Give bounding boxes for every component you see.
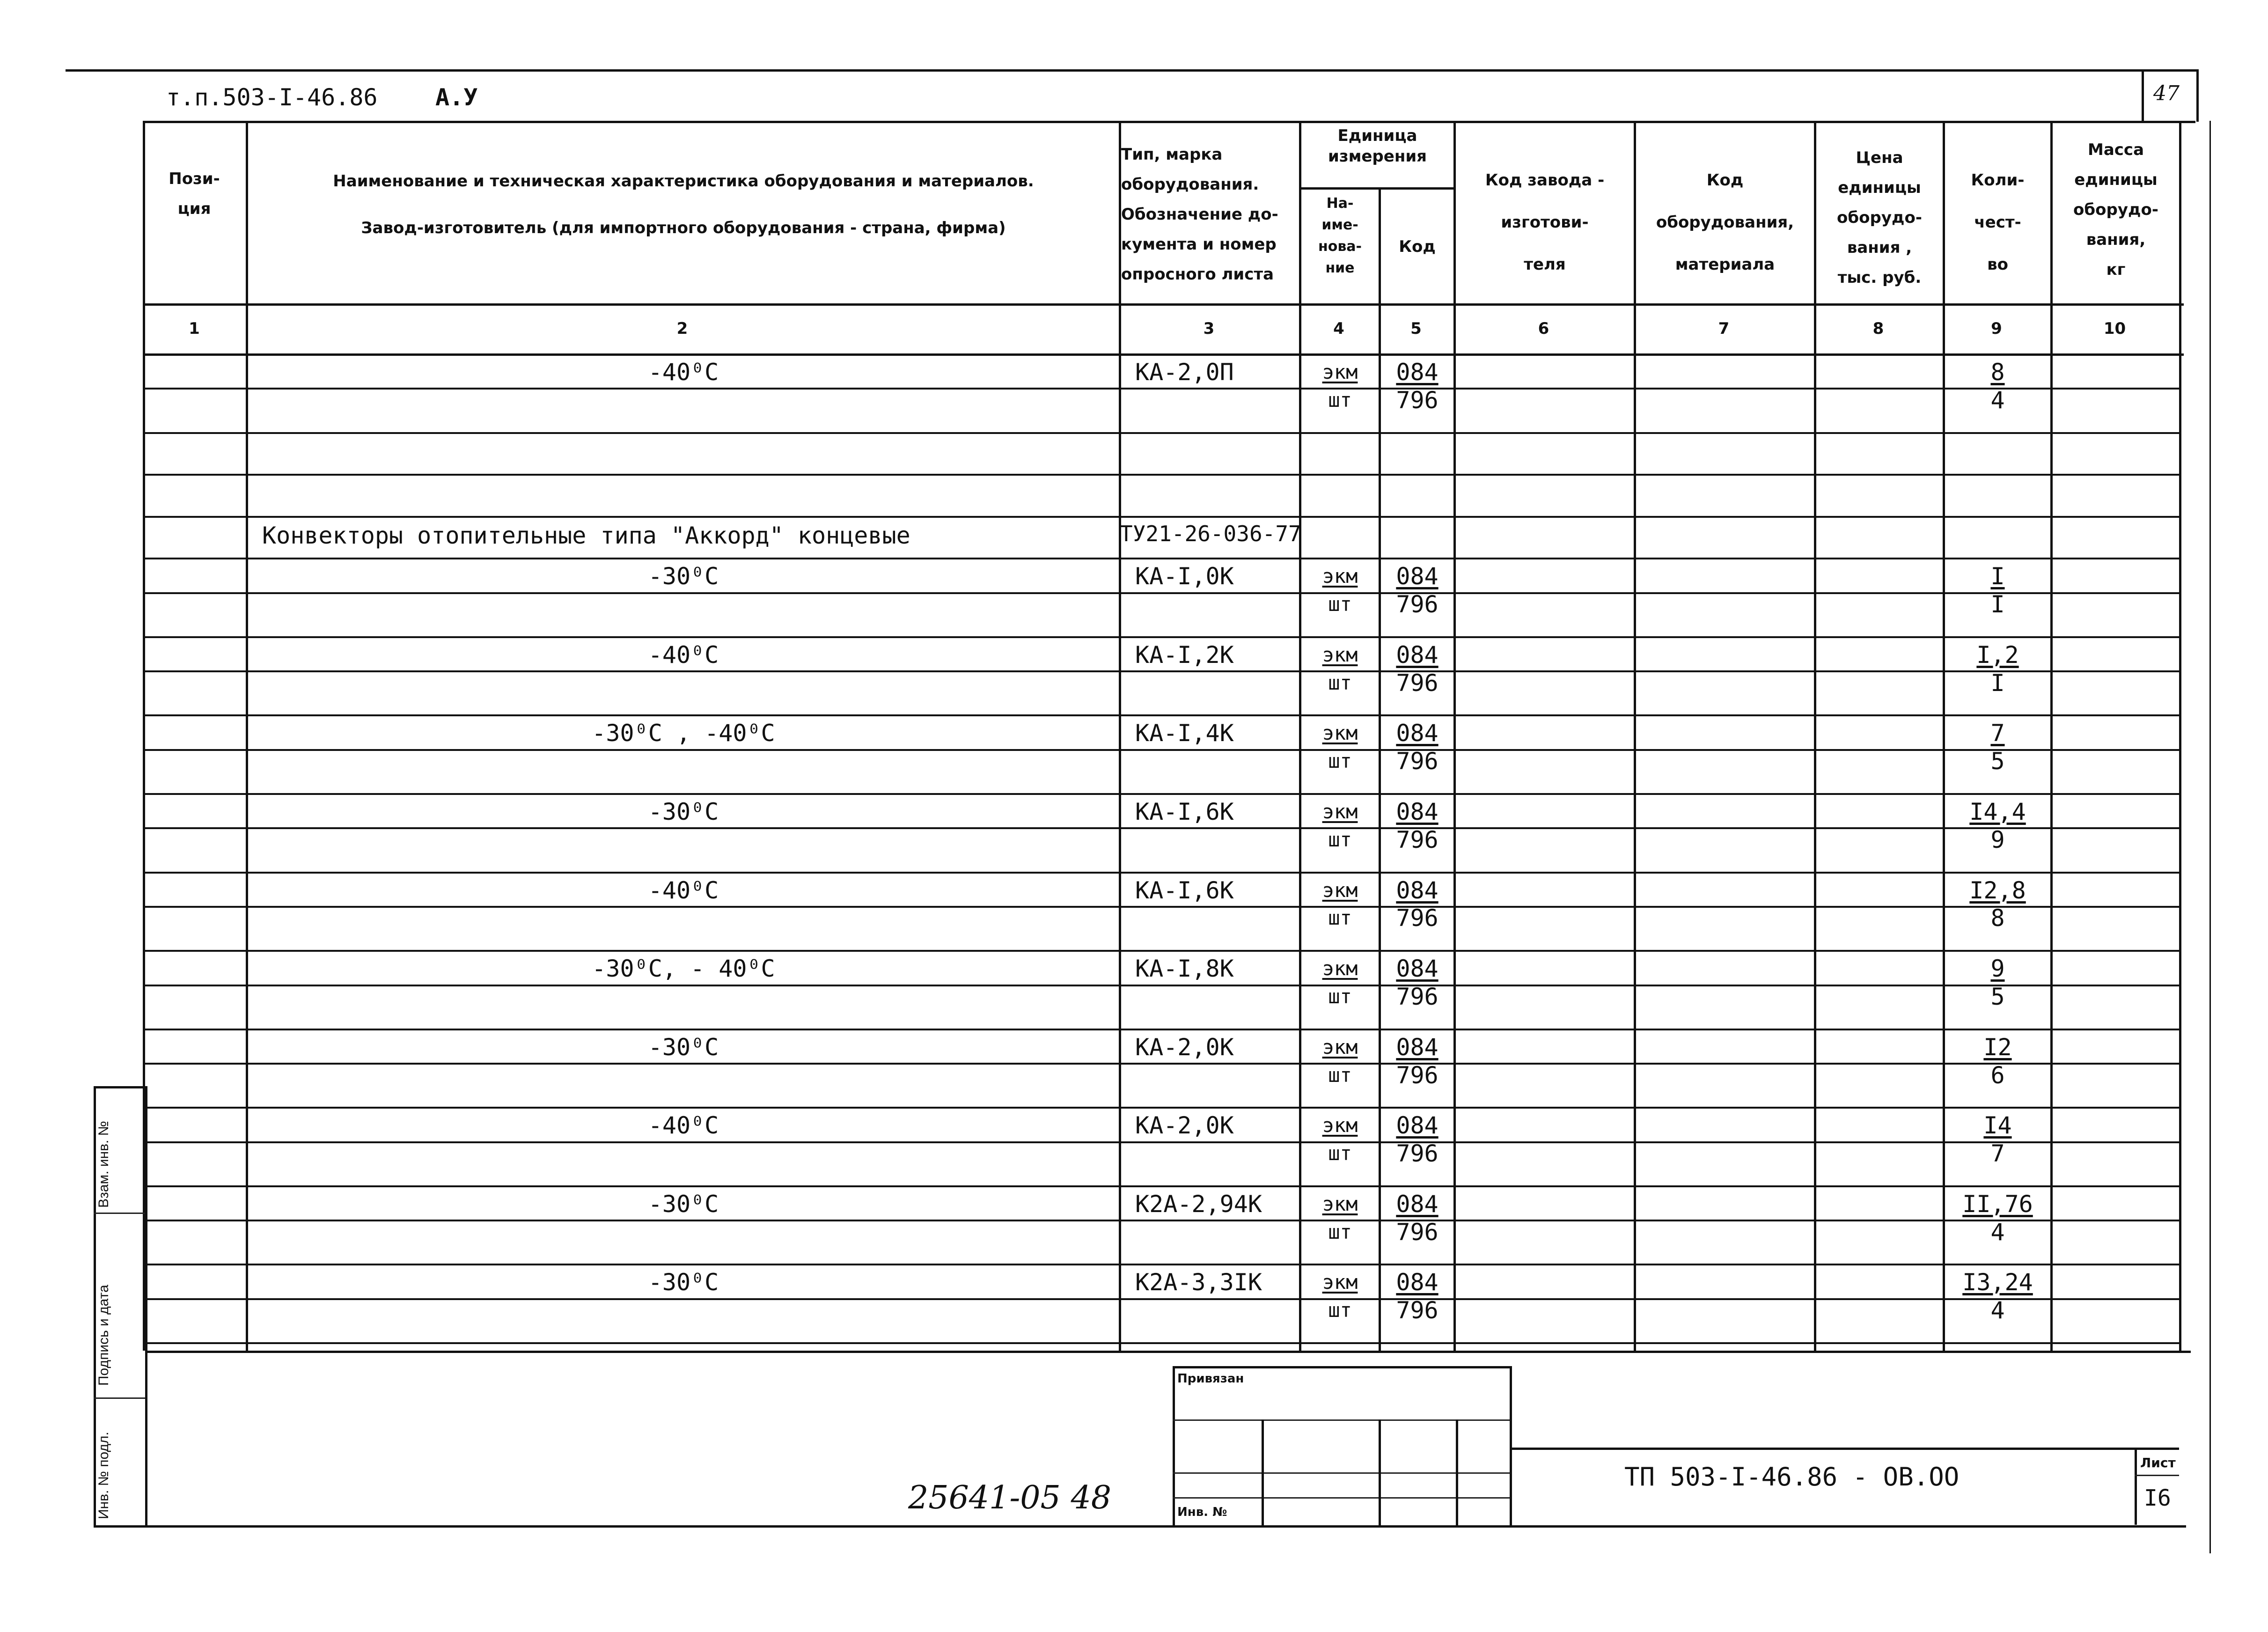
item-name: -30⁰С , -40⁰С (592, 720, 775, 747)
item-type: КА-I,2К (1135, 641, 1234, 669)
item-name: -30⁰С (648, 563, 719, 590)
unit-name-top: экм (1322, 721, 1358, 744)
row-divider (143, 1107, 2181, 1109)
row-divider (143, 872, 2181, 874)
col-number: 8 (1872, 319, 1884, 338)
header-name-line1: Наименование и техническая характеристика оборудования и материалов. (333, 172, 1034, 191)
quantity-bottom: 6 (1990, 1062, 2005, 1089)
item-name: -40⁰С (648, 359, 719, 386)
unit-name-bottom: шт (1328, 671, 1352, 694)
quantity-top: 9 (1990, 955, 2005, 982)
row-divider (143, 388, 2181, 390)
unit-code-top: 084 (1396, 1112, 1439, 1139)
unit-code-bottom: 796 (1396, 1140, 1439, 1167)
unit-name-bottom: шт (1328, 906, 1352, 929)
quantity-top: I2 (1983, 1034, 2012, 1061)
quantity-bottom: 7 (1990, 1140, 2005, 1167)
row-divider (143, 432, 2181, 434)
stamp-title: Привязан (1177, 1372, 1244, 1386)
unit-name-bottom: шт (1328, 828, 1352, 851)
header-quantity: Коли- чест- во (1971, 171, 2025, 274)
quantity-top: I2,8 (1969, 877, 2026, 904)
row-divider (143, 1342, 2181, 1344)
quantity-bottom: 9 (1990, 826, 2005, 853)
row-divider (143, 670, 2181, 672)
quantity-top: I,2 (1976, 641, 2019, 669)
item-type: КА-I,4К (1135, 720, 1234, 747)
unit-code-top: 084 (1396, 359, 1439, 386)
row-divider (143, 636, 2181, 638)
header-type: Тип, марка оборудования. Обозначение до- кумента и номер опросного листа (1121, 145, 1278, 284)
quantity-top: II,76 (1962, 1191, 2033, 1218)
doc-code: т.п.503-I-46.86 (166, 84, 378, 111)
header-unit: Единица измерения (1328, 126, 1427, 166)
header-name-line2: Завод-изготовитель (для импортного оборудования - страна, фирма) (361, 219, 1006, 237)
col-number: 4 (1333, 319, 1344, 338)
quantity-top: I4,4 (1969, 798, 2026, 825)
row-divider (143, 1264, 2181, 1265)
row-divider (143, 985, 2181, 986)
row-divider (143, 749, 2181, 751)
page-number: 47 (2153, 81, 2180, 105)
quantity-top: 7 (1990, 720, 2005, 747)
unit-name-bottom: шт (1328, 1142, 1352, 1165)
row-divider (143, 1185, 2181, 1187)
side-stamp-vzam: Взам. инв. № (96, 1121, 111, 1208)
item-type: К2А-3,3IК (1135, 1269, 1262, 1296)
row-divider (143, 516, 2181, 518)
unit-name-top: экм (1322, 565, 1358, 588)
unit-name-top: экм (1322, 360, 1358, 383)
row-divider (143, 827, 2181, 829)
quantity-bottom: 4 (1990, 1219, 2005, 1246)
unit-name-bottom: шт (1328, 1064, 1352, 1087)
col-number: 6 (1538, 319, 1549, 338)
header-unit-name: На- име- нова- ние (1318, 195, 1362, 276)
item-type: КА-I,6К (1135, 877, 1234, 904)
unit-name-top: экм (1322, 1036, 1358, 1059)
header-maker-code: Код завода - изготови- теля (1485, 171, 1605, 274)
heading-type: ТУ21-26-036-77 (1120, 521, 1301, 546)
item-name: -30⁰С (648, 1191, 719, 1218)
unit-name-top: экм (1322, 800, 1358, 823)
doc-designation: ТП 503-I-46.86 - ОВ.ОО (1624, 1462, 1960, 1492)
col-number: 10 (2103, 319, 2126, 338)
unit-code-bottom: 796 (1396, 983, 1439, 1010)
item-name: -40⁰С (648, 877, 719, 904)
unit-name-top: экм (1322, 1192, 1358, 1215)
row-divider (143, 1141, 2181, 1143)
unit-code-top: 084 (1396, 563, 1439, 590)
item-type: КА-2,0К (1135, 1112, 1234, 1139)
col-number: 5 (1410, 319, 1422, 338)
item-name: -40⁰С (648, 1112, 719, 1139)
unit-code-bottom: 796 (1396, 1062, 1439, 1089)
item-type: КА-I,6К (1135, 798, 1234, 825)
quantity-bottom: I (1990, 591, 2005, 618)
col-number: 1 (189, 319, 200, 338)
row-divider (143, 714, 2181, 716)
unit-name-top: экм (1322, 879, 1358, 902)
row-divider (143, 1029, 2181, 1030)
unit-code-bottom: 796 (1396, 387, 1439, 414)
unit-code-bottom: 796 (1396, 748, 1439, 775)
item-name: -30⁰С, - 40⁰С (592, 955, 775, 982)
side-stamp-podpis: Подпись и дата (96, 1285, 111, 1386)
unit-code-bottom: 796 (1396, 591, 1439, 618)
col-number: 7 (1718, 319, 1730, 338)
col-number: 9 (1991, 319, 2002, 338)
group-heading: Конвекторы отопительные типа "Аккорд" концевые (262, 522, 910, 549)
side-stamp-inv-podl: Инв. № подл. (96, 1432, 111, 1519)
header-position: Пози- ция (169, 169, 220, 218)
unit-code-bottom: 796 (1396, 904, 1439, 932)
section-label: А.У (435, 84, 478, 111)
col-number: 3 (1203, 319, 1215, 338)
quantity-top: I (1990, 563, 2005, 590)
unit-code-bottom: 796 (1396, 1219, 1439, 1246)
sheet-label: Лист (2140, 1455, 2176, 1470)
unit-name-bottom: шт (1328, 750, 1352, 772)
unit-code-bottom: 796 (1396, 826, 1439, 853)
unit-name-top: экм (1322, 1271, 1358, 1294)
row-divider (143, 592, 2181, 594)
row-divider (143, 474, 2181, 476)
row-divider (143, 906, 2181, 908)
header-equipment-code: Код оборудования, материала (1656, 171, 1794, 274)
sheet-number: I6 (2144, 1485, 2171, 1511)
row-divider (143, 950, 2181, 952)
quantity-top: I3,24 (1962, 1269, 2033, 1296)
unit-code-top: 084 (1396, 720, 1439, 747)
quantity-bottom: I (1990, 669, 2005, 697)
unit-name-bottom: шт (1328, 593, 1352, 616)
item-name: -30⁰С (648, 1034, 719, 1061)
unit-code-top: 084 (1396, 1034, 1439, 1061)
quantity-bottom: 4 (1990, 387, 2005, 414)
row-divider (143, 558, 2181, 559)
unit-code-top: 084 (1396, 1191, 1439, 1218)
unit-code-top: 084 (1396, 955, 1439, 982)
quantity-bottom: 8 (1990, 904, 2005, 932)
header-price: Цена единицы оборудо- вания , тыс. руб. (1837, 148, 1922, 287)
row-divider (143, 1063, 2181, 1065)
quantity-bottom: 5 (1990, 748, 2005, 775)
unit-code-bottom: 796 (1396, 669, 1439, 697)
header-unit-code: Код (1399, 237, 1436, 256)
quantity-bottom: 4 (1990, 1297, 2005, 1324)
unit-code-top: 084 (1396, 1269, 1439, 1296)
unit-name-bottom: шт (1328, 1299, 1352, 1322)
unit-code-top: 084 (1396, 641, 1439, 669)
unit-name-bottom: шт (1328, 985, 1352, 1008)
unit-name-top: экм (1322, 957, 1358, 980)
unit-code-bottom: 796 (1396, 1297, 1439, 1324)
unit-name-bottom: шт (1328, 1220, 1352, 1243)
item-type: К2А-2,94К (1135, 1191, 1262, 1218)
unit-name-top: экм (1322, 1114, 1358, 1137)
handwritten-number: 25641-05 48 (908, 1479, 1111, 1516)
inv-label: Инв. № (1177, 1505, 1227, 1519)
col-number: 2 (676, 319, 688, 338)
item-type: КА-I,8К (1135, 955, 1234, 982)
unit-code-top: 084 (1396, 798, 1439, 825)
item-name: -40⁰С (648, 641, 719, 669)
quantity-top: I4 (1983, 1112, 2012, 1139)
unit-code-top: 084 (1396, 877, 1439, 904)
unit-name-bottom: шт (1328, 389, 1352, 412)
item-type: КА-I,0К (1135, 563, 1234, 590)
item-type: КА-2,0К (1135, 1034, 1234, 1061)
unit-name-top: экм (1322, 643, 1358, 666)
item-name: -30⁰С (648, 1269, 719, 1296)
row-divider (143, 1298, 2181, 1300)
quantity-bottom: 5 (1990, 983, 2005, 1010)
quantity-top: 8 (1990, 359, 2005, 386)
header-mass: Масса единицы оборудо- вания, кг (2073, 140, 2158, 279)
row-divider (143, 793, 2181, 795)
item-name: -30⁰С (648, 798, 719, 825)
item-type: КА-2,0П (1135, 359, 1234, 386)
row-divider (143, 1220, 2181, 1221)
